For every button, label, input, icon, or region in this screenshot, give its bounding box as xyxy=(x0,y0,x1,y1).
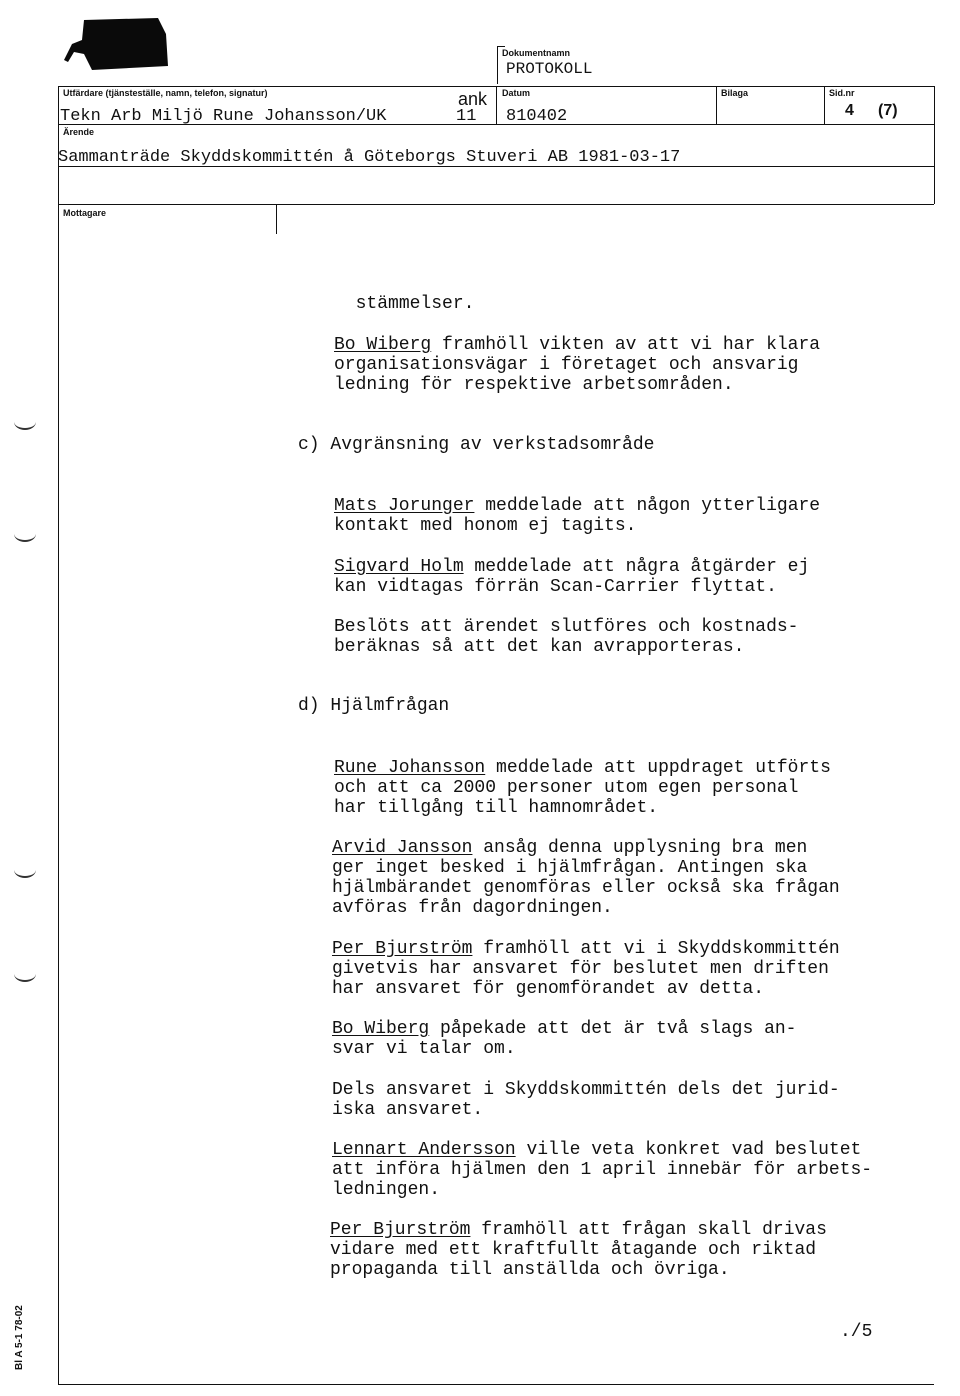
speaker-name: Per Bjurström xyxy=(330,1220,471,1240)
speaker-name: Arvid Jansson xyxy=(332,838,473,858)
page-label: Sid.nr xyxy=(829,88,855,98)
ank-value: 11 xyxy=(456,107,477,126)
paragraph-d3: Per Bjurström framhöll att vi i Skyddskommittén givetvis har ansvaret för beslutet men driften har ansvaret för genomförandet av detta. xyxy=(332,939,840,999)
margin-mark-icon xyxy=(14,966,36,982)
speaker-name: Sigvard Holm xyxy=(334,557,464,577)
paragraph-c2: Sigvard Holm meddelade att några åtgärder ej kan vidtagas förrän Scan-Carrier flyttat. xyxy=(334,557,810,597)
paragraph-d2: Arvid Jansson ansåg denna upplysning bra men ger inget besked i hjälmfrågan. Antingen ska hjälmbärandet genomföras eller också ska frågan avföras från dagordningen. xyxy=(332,838,840,918)
speaker-name: Rune Johansson xyxy=(334,758,486,778)
speaker-name: Bo Wiberg xyxy=(332,1019,430,1039)
paragraph-d5: Dels ansvaret i Skyddskommittén dels det jurid- iska ansvaret. xyxy=(332,1080,840,1120)
paragraph-d6: Lennart Andersson ville veta konkret vad beslutet att införa hjälmen den 1 april innebär för arbets- ledningen. xyxy=(332,1140,873,1200)
paragraph-d4: Bo Wiberg påpekade att det är två slags an- svar vi talar om. xyxy=(332,1019,797,1059)
date-value: 810402 xyxy=(506,107,568,126)
paragraph-2: Bo Wiberg framhöll vikten av att vi har klara organisationsvägar i företaget och ansvarig ledning för respektive arbetsområden. xyxy=(334,335,821,395)
page-total: (7) xyxy=(878,102,898,119)
margin-mark-icon xyxy=(14,414,36,430)
form-code: Bl A 5-1 78-02 xyxy=(14,1305,25,1370)
recipient-label: Mottagare xyxy=(63,208,107,218)
section-c-heading: c) Avgränsning av verkstadsområde xyxy=(298,435,655,455)
doc-name-bracket xyxy=(497,46,498,84)
continuation-marker: ./5 xyxy=(840,1322,873,1342)
doc-name-label: Dokumentnamn xyxy=(502,48,571,58)
issuer-value: Tekn Arb Miljö Rune Johansson/UK xyxy=(60,107,387,126)
paragraph-d7: Per Bjurström framhöll att frågan skall drivas vidare med ett kraftfullt åtagande och riktad propaganda till anställda och övriga. xyxy=(330,1220,827,1280)
speaker-name: Per Bjurström xyxy=(332,939,473,959)
subject-label: Ärende xyxy=(63,127,95,137)
subject-value: Sammanträde Skyddskommittén å Göteborgs Stuveri AB 1981-03-17 xyxy=(58,148,681,167)
paragraph-c3: Beslöts att ärendet slutföres och kostnads- beräknas så att det kan avrapporteras. xyxy=(334,617,799,657)
paragraph-1: stämmelser. xyxy=(355,294,475,314)
margin-mark-icon xyxy=(14,526,36,542)
speaker-name: Lennart Andersson xyxy=(332,1140,516,1160)
logo xyxy=(62,14,170,74)
paragraph-c1: Mats Jorunger meddelade att någon ytterligare kontakt med honom ej tagits. xyxy=(334,496,821,536)
issuer-label: Utfärdare (tjänsteställe, namn, telefon, signatur) xyxy=(63,88,268,98)
speaker-name: Mats Jorunger xyxy=(334,496,475,516)
margin-mark-icon xyxy=(14,862,36,878)
doc-name: PROTOKOLL xyxy=(506,60,593,78)
section-d-heading: d) Hjälmfrågan xyxy=(298,696,450,716)
ank-label: ank xyxy=(458,89,488,109)
attachment-label: Bilaga xyxy=(721,88,749,98)
page-value: 4 xyxy=(845,102,854,119)
speaker-name: Bo Wiberg xyxy=(334,335,432,355)
date-label: Datum xyxy=(502,88,531,98)
paragraph-d1: Rune Johansson meddelade att uppdraget utförts och att ca 2000 personer utom egen personal har tillgång till hamnområdet. xyxy=(334,758,831,818)
